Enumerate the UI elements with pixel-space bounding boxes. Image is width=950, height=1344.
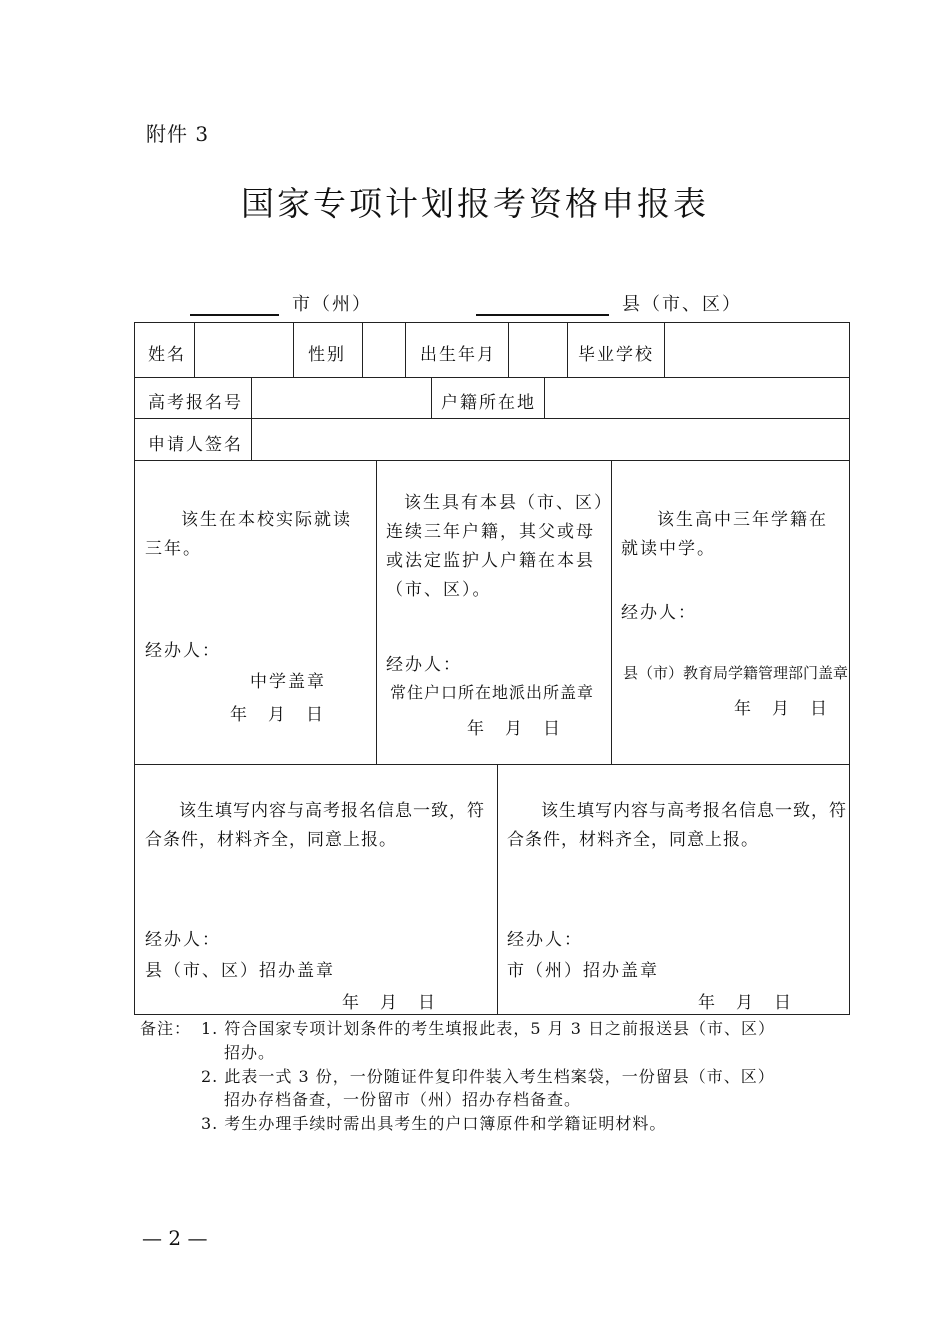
gender-label: 性别 [308, 345, 346, 365]
note-2-cont: 招办存档备查，一份留市（州）招办存档备查。 [224, 1090, 582, 1109]
note-1-cont: 招办。 [224, 1043, 276, 1062]
block4-stamp: 县（市、区）招办盖章 [145, 961, 335, 981]
divider [134, 460, 850, 461]
block1-text: 该生在本校实际就读 三年。 [145, 510, 352, 559]
block1-date: 年 月 日 [230, 705, 325, 725]
divider [567, 322, 568, 377]
block5-stamp: 市（州）招办盖章 [507, 961, 659, 981]
block2-text: 该生具有本县（市、区） 连续三年户籍，其父或母 或法定监护人户籍在本县 （市、区）。 [386, 493, 613, 600]
hukou-field[interactable] [546, 379, 848, 417]
page-title: 国家专项计划报考资格申报表 [241, 184, 709, 223]
block5-handler: 经办人： [507, 930, 583, 950]
block3-text: 该生高中三年学籍在 就读中学。 [621, 510, 828, 559]
divider [293, 322, 294, 377]
block5-text: 该生填写内容与高考报名信息一致，符 合条件，材料齐全，同意上报。 [507, 801, 847, 850]
divider [251, 377, 252, 418]
note-1: 1. 符合国家专项计划条件的考生填报此表，5 月 3 日之前报送县（市、区） [201, 1019, 775, 1038]
block4-date: 年 月 日 [342, 993, 437, 1013]
county-label: 县（市、区） [622, 294, 742, 315]
name-label: 姓名 [148, 345, 186, 365]
divider [194, 322, 195, 377]
exam-number-label: 高考报名号 [148, 393, 243, 413]
block4-handler: 经办人： [145, 930, 221, 950]
block4-text: 该生填写内容与高考报名信息一致，符 合条件，材料齐全，同意上报。 [145, 801, 485, 850]
hukou-label: 户籍所在地 [441, 393, 536, 413]
divider [251, 418, 252, 460]
city-label: 市（州） [292, 294, 372, 315]
block1-handler: 经办人： [145, 641, 221, 661]
attachment-label: 附件 3 [146, 122, 210, 146]
note-2: 2. 此表一式 3 份，一份随证件复印件装入考生档案袋，一份留县（市、区） [201, 1067, 775, 1086]
gender-field[interactable] [364, 324, 404, 376]
exam-number-field[interactable] [253, 379, 430, 417]
block5-date: 年 月 日 [698, 993, 793, 1013]
block3-stamp: 县（市）教育局学籍管理部门盖章 [623, 664, 849, 682]
signature-label: 申请人签名 [148, 435, 243, 455]
divider [134, 764, 850, 765]
divider [134, 418, 850, 419]
name-field[interactable] [196, 324, 292, 376]
divider [544, 377, 545, 418]
block2-stamp: 常住户口所在地派出所盖章 [390, 683, 595, 702]
block2-date: 年 月 日 [467, 719, 562, 739]
divider [376, 460, 377, 764]
birth-label: 出生年月 [420, 345, 496, 365]
divider [508, 322, 509, 377]
city-blank[interactable] [190, 314, 279, 316]
page-number: — 2 — [142, 1226, 208, 1250]
note-3: 3. 考生办理手续时需出具考生的户口簿原件和学籍证明材料。 [201, 1114, 667, 1133]
divider [497, 764, 498, 1015]
divider [431, 377, 432, 418]
divider [405, 322, 406, 377]
divider [134, 377, 850, 378]
block2-handler: 经办人： [386, 655, 462, 675]
divider [664, 322, 665, 377]
county-blank[interactable] [476, 314, 609, 316]
block3-date: 年 月 日 [734, 699, 829, 719]
school-field[interactable] [666, 324, 848, 376]
school-label: 毕业学校 [578, 345, 654, 365]
birth-field[interactable] [510, 324, 566, 376]
divider [362, 322, 363, 377]
notes-label: 备注： [140, 1019, 192, 1038]
signature-field[interactable] [253, 420, 848, 459]
block3-handler: 经办人： [621, 603, 697, 623]
block1-stamp: 中学盖章 [250, 672, 326, 692]
